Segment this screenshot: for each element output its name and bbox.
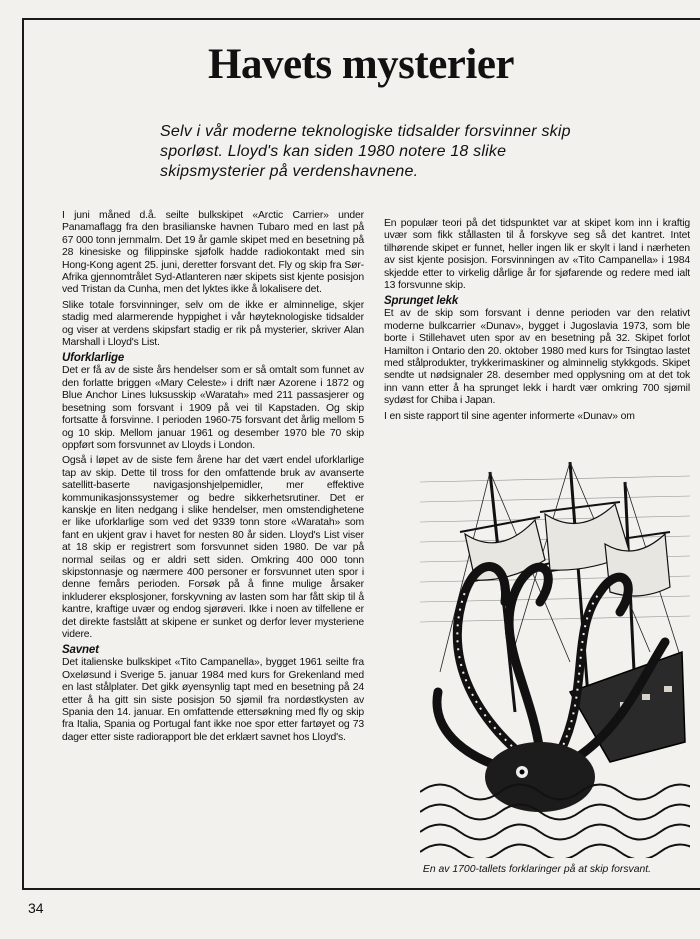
kraken-ship-illustration: [420, 462, 690, 858]
page-number: 34: [28, 900, 44, 916]
paragraph: Også i løpet av de siste fem årene har det vært endel uforklarlige tap av skip. Dette til tross for den omfattende bruk av avanserte satellitt-baserte navigasjonshjelpemidler, mer effektive kommunikasjonssystemer og bedre sikkerhetsrutiner. Det er kanskje en liten nedgang i slike hendelser, men omstendighetene er like uforklarlige som ved det 9339 tonn store «Waratah» som fant en ukjent grav i havet for nesten 80 år siden. Lloyd's List viser at 18 skip er registrert som forsvunnet siden 1980. De var på normal seilas og er aldri sett siden. Omkring 400 000 tonn skipstonnasje og nærmere 400 personer er forsvunnet uten spor i denne femårs perioden. Forsøk på å finne mulige årsaker inkluderer eksplosjoner, forskyvning av lasten som har fått skip til å kantre, kraftige uvær og endog sjørøveri. Ikke i noen av tilfellene er det direkte fastslått at skipene er sunket og derfor lever mysteriene videre.: [62, 455, 364, 640]
right-column: [384, 218, 690, 426]
left-column: [62, 210, 364, 747]
article-ingress: Selv i vår moderne teknologiske tidsalder forsvinner skip sporløst. Lloyd's kan siden 1980 notere 18 slike skipsmysterier på verdenshavnene.: [160, 123, 571, 180]
subheading-uforklarlige: Uforklarlige: [62, 352, 125, 365]
paragraph: I juni måned d.å. seilte bulkskipet «Arctic Carrier» under Panamaflagg fra den brasilianske havnen Tubaro med en last på 67 000 tonn jernmalm. Det 19 år gamle skipet med en besetning på 28 kinesiske og filippinske sjøfolk hadde radiokontakt med sin Hong-Kong agent 25. juni, deretter forsvant det. Fly og skip fra Sør-Afrika gjennomtrålet Syd-Atlanteren nær skipets sist kjente posisjon ved Tristan da Cunha, men det lyktes ikke å lokalisere det.: [62, 210, 364, 296]
paragraph: Slike totale forsvinninger, selv om de ikke er alminnelige, skjer stadig med alarmerende hyppighet i vår høyteknologiske tidsalder og viser at verdens skipsfart stadig er rik på mysterier, skriver Alan Marshall i Lloyd's List.: [62, 299, 364, 349]
paragraph: Et av de skip som forsvant i denne perioden var den relativt moderne bulkcarrier «Dunav», bygget i Jugoslavia 1973, som ble borte i Stillehavet uten spor av en besetning på 32. Skipet forlot Hamilton i Ontario den 20. oktober 1980 med kurs for Tsingtao lastet med stålprodukter, trykkerimaskiner og alminnelig stykkgods. Skipet sendte ut nødsignaler 28. desember med opplysning om at det tok inn vann etter å ha sprunget lekk i hardt vær omkring 700 sjømil sydøst for Chiba i Japan.: [384, 308, 690, 407]
paragraph: I en siste rapport til sine agenter informerte «Dunav» om: [384, 410, 635, 422]
paragraph: Det italienske bulkskipet «Tito Campanella», bygget 1961 seilte fra Oxeløsund i Sverige 5. januar 1984 med kurs for Grekenland med en last stålplater. Det gikk øyensynlig tapt med en besetning på 24 etter å ha gitt sin siste posisjon 50 sjømil fra nordøstkysten av Spania den 14. januar. En omfattende ettersøkning med fly og skip fra Italia, Spania og Portugal fant ikke noe spor etter fartøyet og 73 dager etter siste radiorapport ble det erklært savnet hos Lloyd's.: [62, 657, 364, 743]
subheading-sprunget-lekk: Sprunget lekk: [384, 295, 459, 308]
paragraph: En populær teori på det tidspunktet var at skipet kom inn i kraftig uvær som fikk stållasten til å forskyve seg så det kantret. Intet tilhørende skipet er funnet, heller ingen lik er skylt i land i nærheten av sist kjente posisjon. Forsvinningen av «Tito Campanella» i 1984 skjedde etter to virkelig dårlige år for sjøfarende og redere med ialt 13 forsvunne skip.: [384, 218, 690, 292]
paragraph: Det er få av de siste års hendelser som er så omtalt som funnet av den forlatte briggen «Mary Celeste» i drift nær Azorene i 1872 og Blue Anchor Lines luksusskip «Waratah» med 211 passasjerer og besetning som forsvant i 1909 på vei til Kapstaden. Og skip fortsatte å forsvinne. I perioden 1960-75 forsvant det årlig mellom 5 og 10 skip. Mellom januar 1961 og desember 1970 ble 70 skip oppført som forsvunnet av Lloyds i London.: [62, 365, 364, 451]
illustration-caption: En av 1700-tallets forklaringer på at skip forsvant.: [422, 864, 652, 875]
subheading-savnet: Savnet: [62, 644, 99, 657]
article-title: Havets mysterier: [208, 41, 514, 88]
